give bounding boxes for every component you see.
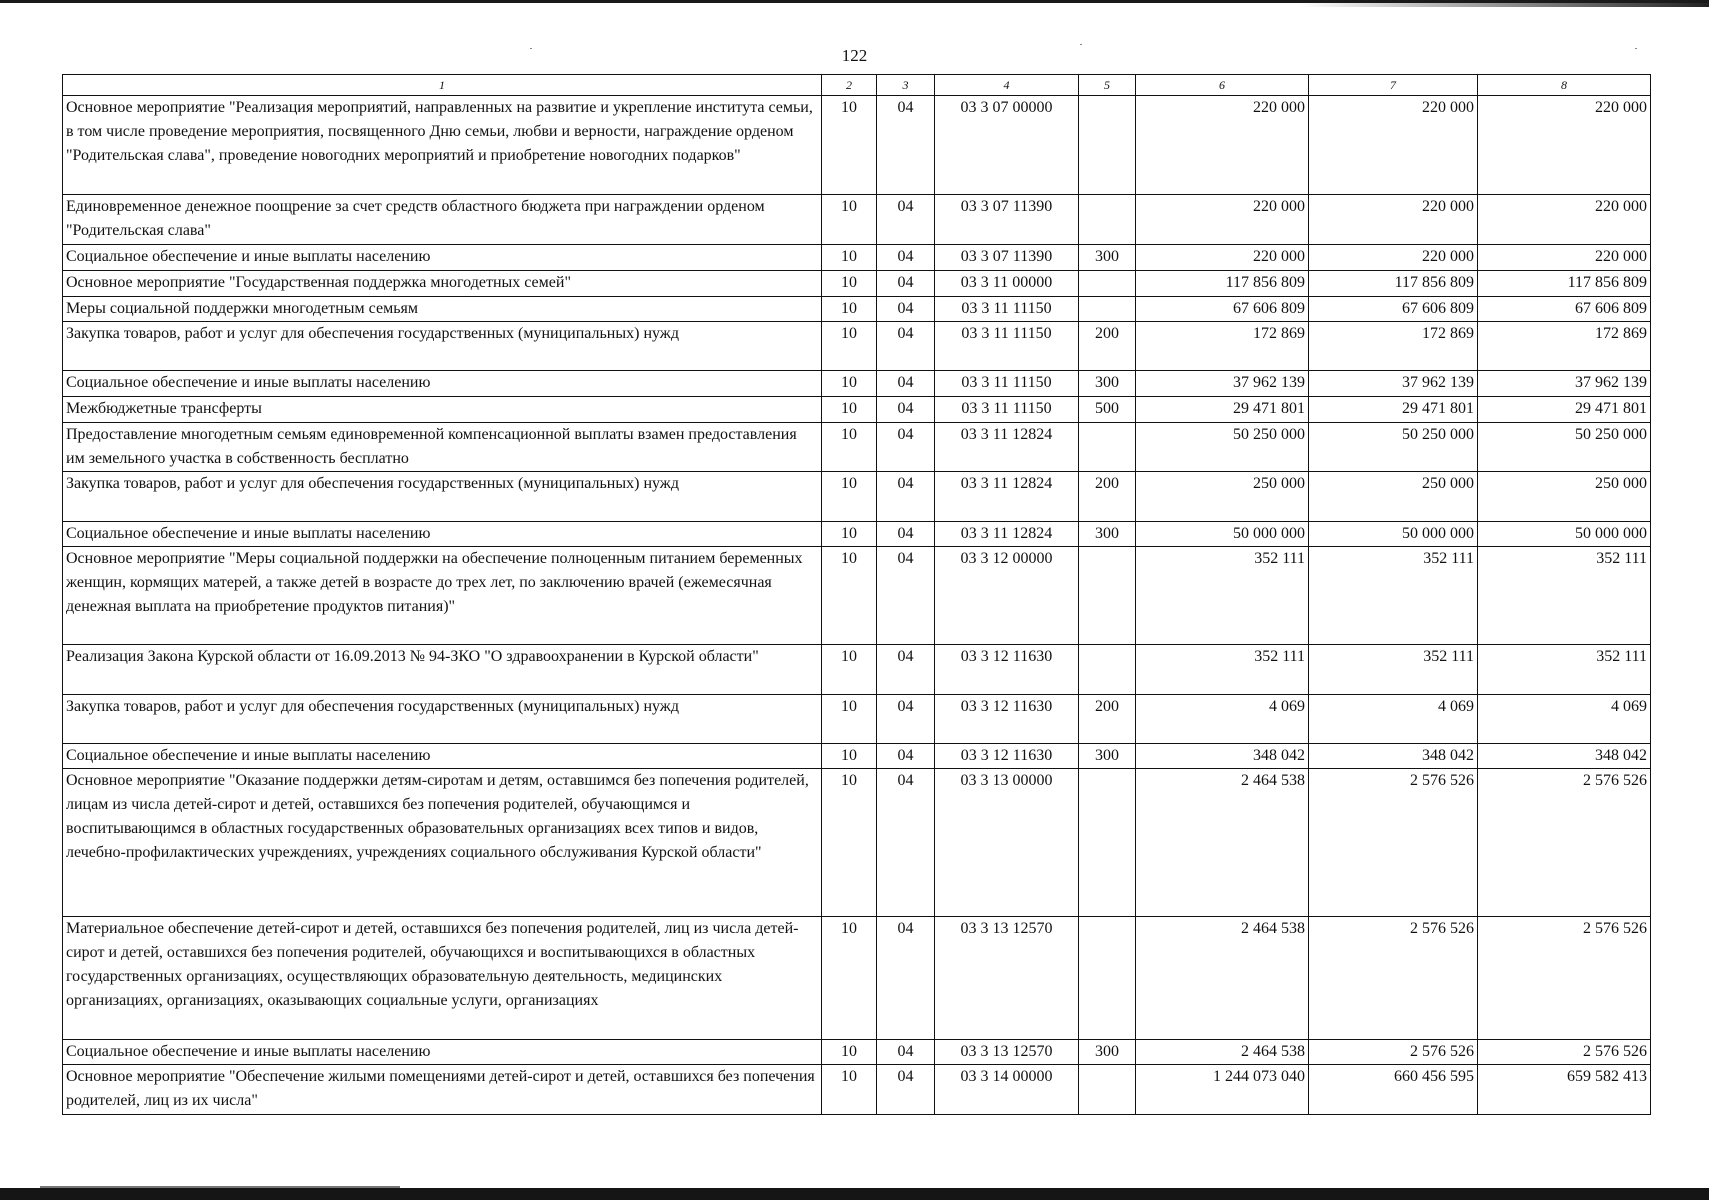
column-header: 8: [1478, 75, 1651, 96]
amount-col8: 50 000 000: [1478, 522, 1651, 547]
row-name: Закупка товаров, работ и услуг для обеспечения государственных (муниципальных) нужд: [63, 695, 822, 744]
scan-edge-bottom: [0, 1188, 1709, 1200]
amount-col8: 67 606 809: [1478, 297, 1651, 322]
amount-col7: 117 856 809: [1309, 271, 1478, 297]
subsection-code: 04: [877, 695, 935, 744]
subsection-code: 04: [877, 271, 935, 297]
amount-col6: 50 250 000: [1136, 423, 1309, 472]
expense-type-code: [1079, 195, 1136, 245]
section-code: 10: [822, 695, 877, 744]
row-name: Реализация Закона Курской области от 16.09.2013 № 94-ЗКО "О здравоохранении в Курской области": [63, 645, 822, 695]
amount-col8: 29 471 801: [1478, 397, 1651, 423]
amount-col7: 250 000: [1309, 472, 1478, 522]
column-header: 1: [63, 75, 822, 96]
target-article-code: 03 3 07 00000: [935, 96, 1079, 195]
subsection-code: 04: [877, 322, 935, 371]
expense-type-code: [1079, 547, 1136, 645]
row-name: Меры социальной поддержки многодетным семьям: [63, 297, 822, 322]
amount-col7: 348 042: [1309, 744, 1478, 769]
row-name: Основное мероприятие "Реализация мероприятий, направленных на развитие и укрепление института семьи, в том числе проведение мероприятия, посвященного Дню семьи, любви и верности, награждение орденом "Родительская слава", проведение новогодних мероприятий и приобретение новогодних подарков": [63, 96, 822, 195]
row-name: Социальное обеспечение и иные выплаты населению: [63, 744, 822, 769]
subsection-code: 04: [877, 96, 935, 195]
expense-type-code: [1079, 271, 1136, 297]
subsection-code: 04: [877, 371, 935, 397]
table-row: [63, 96, 1651, 195]
expense-type-code: 300: [1079, 371, 1136, 397]
expense-type-code: 200: [1079, 322, 1136, 371]
subsection-code: 04: [877, 423, 935, 472]
table-row: [63, 472, 1651, 522]
target-article-code: 03 3 11 11150: [935, 371, 1079, 397]
amount-col8: 352 111: [1478, 547, 1651, 645]
amount-col7: 352 111: [1309, 645, 1478, 695]
subsection-code: 04: [877, 245, 935, 271]
expense-type-code: 300: [1079, 1040, 1136, 1065]
amount-col8: 117 856 809: [1478, 271, 1651, 297]
amount-col8: 352 111: [1478, 645, 1651, 695]
subsection-code: 04: [877, 547, 935, 645]
row-name: Социальное обеспечение и иные выплаты населению: [63, 522, 822, 547]
target-article-code: 03 3 11 12824: [935, 423, 1079, 472]
target-article-code: 03 3 11 11150: [935, 297, 1079, 322]
expense-type-code: [1079, 423, 1136, 472]
subsection-code: 04: [877, 1065, 935, 1115]
amount-col8: 220 000: [1478, 96, 1651, 195]
amount-col7: 2 576 526: [1309, 917, 1478, 1040]
row-name: Закупка товаров, работ и услуг для обеспечения государственных (муниципальных) нужд: [63, 472, 822, 522]
row-name: Предоставление многодетным семьям единовременной компенсационной выплаты взамен предоставления им земельного участка в собственность бесплатно: [63, 423, 822, 472]
column-header: 7: [1309, 75, 1478, 96]
table-row: [63, 1040, 1651, 1065]
scan-shadow-top: [1300, 3, 1709, 7]
section-code: 10: [822, 297, 877, 322]
section-code: 10: [822, 195, 877, 245]
row-name: Межбюджетные трансферты: [63, 397, 822, 423]
amount-col6: 250 000: [1136, 472, 1309, 522]
row-name: Единовременное денежное поощрение за счет средств областного бюджета при награждении орденом "Родительская слава": [63, 195, 822, 245]
amount-col7: 50 000 000: [1309, 522, 1478, 547]
table-row: [63, 423, 1651, 472]
amount-col6: 4 069: [1136, 695, 1309, 744]
amount-col6: 220 000: [1136, 245, 1309, 271]
section-code: 10: [822, 423, 877, 472]
column-header: 5: [1079, 75, 1136, 96]
expense-type-code: 300: [1079, 522, 1136, 547]
target-article-code: 03 3 07 11390: [935, 195, 1079, 245]
column-header: 3: [877, 75, 935, 96]
amount-col8: 4 069: [1478, 695, 1651, 744]
section-code: 10: [822, 645, 877, 695]
target-article-code: 03 3 13 12570: [935, 1040, 1079, 1065]
amount-col8: 172 869: [1478, 322, 1651, 371]
row-name: Основное мероприятие "Оказание поддержки детям-сиротам и детям, оставшимся без попечения родителей, лицам из числа детей-сирот и детей, оставшихся без попечения родителей, обучающимся и воспитывающимся в областных государственных образовательных организациях всех типов и видов, лечебно-профилактических учреждениях, учреждениях социального обслуживания Курской области": [63, 769, 822, 917]
page-number: 122: [841, 46, 868, 65]
amount-col6: 220 000: [1136, 96, 1309, 195]
row-name: Материальное обеспечение детей-сирот и детей, оставшихся без попечения родителей, лиц из числа детей-сирот и детей, оставшихся без попечения родителей, обучающихся и воспитывающихся в областных государственных организациях, осуществляющих образовательную деятельность, медицинских организациях, организациях, оказывающих социальные услуги, организациях: [63, 917, 822, 1040]
expense-type-code: 300: [1079, 744, 1136, 769]
column-number-row: [63, 75, 1651, 96]
expense-type-code: [1079, 297, 1136, 322]
amount-col6: 29 471 801: [1136, 397, 1309, 423]
amount-col8: 220 000: [1478, 245, 1651, 271]
amount-col7: 2 576 526: [1309, 1040, 1478, 1065]
amount-col8: 250 000: [1478, 472, 1651, 522]
amount-col6: 172 869: [1136, 322, 1309, 371]
table-row: [63, 547, 1651, 645]
amount-col6: 352 111: [1136, 645, 1309, 695]
target-article-code: 03 3 14 00000: [935, 1065, 1079, 1115]
row-name: Социальное обеспечение и иные выплаты населению: [63, 1040, 822, 1065]
amount-col8: 50 250 000: [1478, 423, 1651, 472]
row-name: Социальное обеспечение и иные выплаты населению: [63, 245, 822, 271]
amount-col6: 37 962 139: [1136, 371, 1309, 397]
amount-col7: 660 456 595: [1309, 1065, 1478, 1115]
subsection-code: 04: [877, 195, 935, 245]
amount-col6: 352 111: [1136, 547, 1309, 645]
subsection-code: 04: [877, 522, 935, 547]
amount-col6: 67 606 809: [1136, 297, 1309, 322]
section-code: 10: [822, 547, 877, 645]
subsection-code: 04: [877, 769, 935, 917]
section-code: 10: [822, 1040, 877, 1065]
table-row: [63, 245, 1651, 271]
expense-type-code: 500: [1079, 397, 1136, 423]
target-article-code: 03 3 11 12824: [935, 472, 1079, 522]
amount-col7: 67 606 809: [1309, 297, 1478, 322]
amount-col8: 220 000: [1478, 195, 1651, 245]
column-header: 6: [1136, 75, 1309, 96]
amount-col8: 348 042: [1478, 744, 1651, 769]
target-article-code: 03 3 11 11150: [935, 397, 1079, 423]
amount-col7: 172 869: [1309, 322, 1478, 371]
amount-col8: 2 576 526: [1478, 1040, 1651, 1065]
target-article-code: 03 3 07 11390: [935, 245, 1079, 271]
section-code: 10: [822, 245, 877, 271]
section-code: 10: [822, 322, 877, 371]
section-code: 10: [822, 397, 877, 423]
amount-col7: 220 000: [1309, 96, 1478, 195]
table-row: [63, 769, 1651, 917]
subsection-code: 04: [877, 645, 935, 695]
amount-col7: 4 069: [1309, 695, 1478, 744]
target-article-code: 03 3 11 11150: [935, 322, 1079, 371]
expense-type-code: 200: [1079, 472, 1136, 522]
column-header: 4: [935, 75, 1079, 96]
amount-col6: 220 000: [1136, 195, 1309, 245]
table-row: [63, 917, 1651, 1040]
target-article-code: 03 3 12 11630: [935, 744, 1079, 769]
target-article-code: 03 3 12 00000: [935, 547, 1079, 645]
amount-col7: 29 471 801: [1309, 397, 1478, 423]
table-row: [63, 695, 1651, 744]
expense-type-code: 200: [1079, 695, 1136, 744]
section-code: 10: [822, 271, 877, 297]
subsection-code: 04: [877, 744, 935, 769]
expense-type-code: [1079, 96, 1136, 195]
subsection-code: 04: [877, 1040, 935, 1065]
amount-col7: 37 962 139: [1309, 371, 1478, 397]
budget-table: [62, 74, 1651, 1115]
amount-col6: 2 464 538: [1136, 917, 1309, 1040]
table-row: [63, 522, 1651, 547]
section-code: 10: [822, 522, 877, 547]
amount-col6: 50 000 000: [1136, 522, 1309, 547]
subsection-code: 04: [877, 917, 935, 1040]
amount-col6: 2 464 538: [1136, 769, 1309, 917]
amount-col7: 352 111: [1309, 547, 1478, 645]
amount-col8: 37 962 139: [1478, 371, 1651, 397]
table-row: [63, 371, 1651, 397]
amount-col6: 1 244 073 040: [1136, 1065, 1309, 1115]
expense-type-code: 300: [1079, 245, 1136, 271]
expense-type-code: [1079, 1065, 1136, 1115]
target-article-code: 03 3 12 11630: [935, 695, 1079, 744]
section-code: 10: [822, 472, 877, 522]
target-article-code: 03 3 11 00000: [935, 271, 1079, 297]
table-row: [63, 1065, 1651, 1115]
row-name: Закупка товаров, работ и услуг для обеспечения государственных (муниципальных) нужд: [63, 322, 822, 371]
subsection-code: 04: [877, 397, 935, 423]
amount-col6: 2 464 538: [1136, 1040, 1309, 1065]
table-row: [63, 271, 1651, 297]
section-code: 10: [822, 371, 877, 397]
section-code: 10: [822, 744, 877, 769]
expense-type-code: [1079, 769, 1136, 917]
table-row: [63, 297, 1651, 322]
amount-col8: 2 576 526: [1478, 917, 1651, 1040]
section-code: 10: [822, 917, 877, 1040]
table-row: [63, 195, 1651, 245]
target-article-code: 03 3 13 00000: [935, 769, 1079, 917]
row-name: Социальное обеспечение и иные выплаты населению: [63, 371, 822, 397]
expense-type-code: [1079, 917, 1136, 1040]
amount-col7: 220 000: [1309, 195, 1478, 245]
table-row: [63, 322, 1651, 371]
row-name: Основное мероприятие "Меры социальной поддержки на обеспечение полноценным питанием беременных женщин, кормящих матерей, а также детей в возрасте до трех лет, по заключению врачей (ежемесячная денежная выплата на приобретение продуктов питания)": [63, 547, 822, 645]
expense-type-code: [1079, 645, 1136, 695]
amount-col7: 50 250 000: [1309, 423, 1478, 472]
amount-col7: 220 000: [1309, 245, 1478, 271]
table-row: [63, 397, 1651, 423]
amount-col8: 659 582 413: [1478, 1065, 1651, 1115]
amount-col7: 2 576 526: [1309, 769, 1478, 917]
table-row: [63, 645, 1651, 695]
subsection-code: 04: [877, 472, 935, 522]
section-code: 10: [822, 1065, 877, 1115]
target-article-code: 03 3 12 11630: [935, 645, 1079, 695]
amount-col6: 117 856 809: [1136, 271, 1309, 297]
target-article-code: 03 3 13 12570: [935, 917, 1079, 1040]
row-name: Основное мероприятие "Государственная поддержка многодетных семей": [63, 271, 822, 297]
target-article-code: 03 3 11 12824: [935, 522, 1079, 547]
scan-speck: [1080, 44, 1082, 45]
row-name: Основное мероприятие "Обеспечение жилыми помещениями детей-сирот и детей, оставшихся без попечения родителей, лиц из их числа": [63, 1065, 822, 1115]
column-header: 2: [822, 75, 877, 96]
amount-col8: 2 576 526: [1478, 769, 1651, 917]
table-row: [63, 744, 1651, 769]
section-code: 10: [822, 96, 877, 195]
amount-col6: 348 042: [1136, 744, 1309, 769]
section-code: 10: [822, 769, 877, 917]
subsection-code: 04: [877, 297, 935, 322]
